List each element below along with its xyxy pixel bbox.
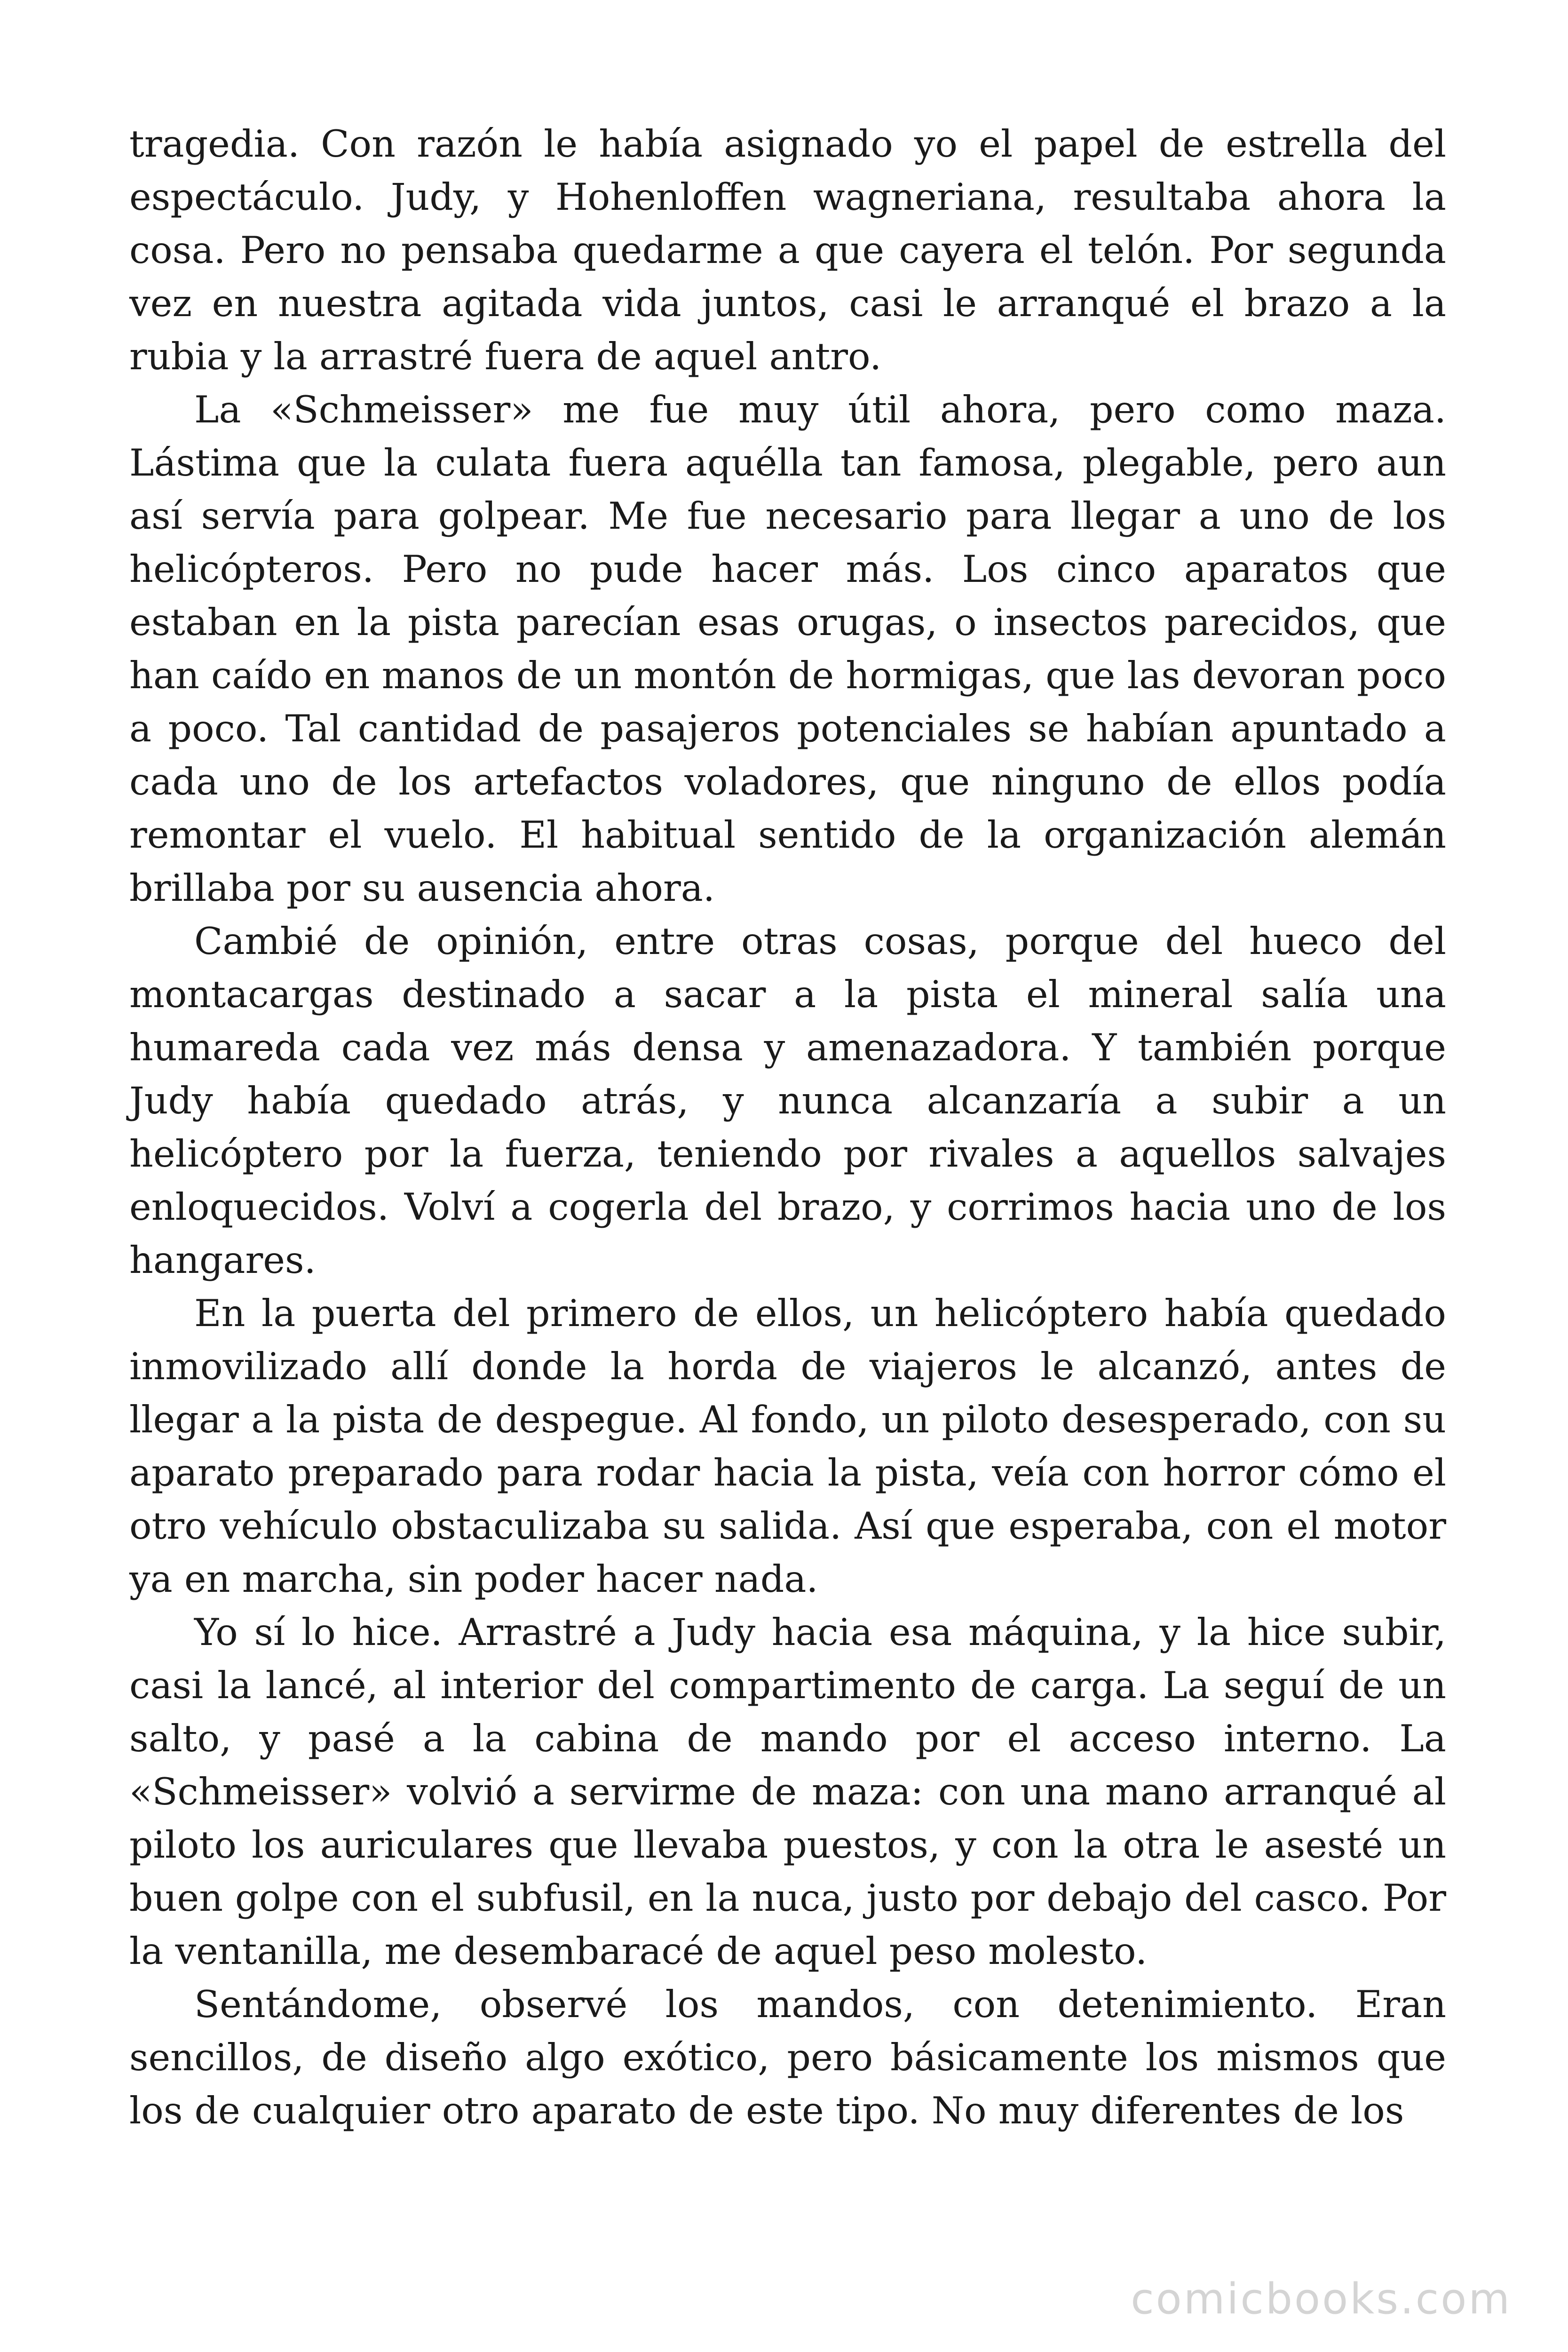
paragraph-6: Sentándome, observé los mandos, con detenimiento. Eran sencillos, de diseño algo exótico, pero básicamente los mismos que los de cualquier otro aparato de este tipo. No muy diferentes de los — [129, 1983, 1446, 2132]
paragraph-3: Cambié de opinión, entre otras cosas, porque del hueco del montacargas destinado a sacar a la pista el mineral salía una humareda cada vez más densa y amenazadora. Y también porque Judy había quedado atrás, y nunca alcanzaría a subir a un helicóptero por la fuerza, teniendo por rivales a aquellos salvajes enloquecidos. Volví a cogerla del brazo, y corrimos hacia uno de los hangares. — [129, 920, 1446, 1282]
paragraph-1: tragedia. Con razón le había asignado yo el papel de estrella del espectáculo. Judy, y Hohenloffen wagneriana, resultaba ahora la cosa. Pero no pensaba quedarme a que cayera el telón. Por segunda vez en nuestra agitada vida juntos, casi le arranqué el brazo a la rubia y la arrastré fuera de aquel antro. — [129, 122, 1446, 378]
paragraph-5: Yo sí lo hice. Arrastré a Judy hacia esa máquina, y la hice subir, casi la lancé, al interior del compartimento de carga. La seguí de un salto, y pasé a la cabina de mando por el acceso interno. La «Schmeisser» volvió a servirme de maza: con una mano arranqué al piloto los auriculares que llevaba puestos, y con la otra le asesté un buen golpe con el subfusil, en la nuca, justo por debajo del casco. Por la ventanilla, me desembaracé de aquel peso molesto. — [129, 1611, 1446, 1973]
watermark-logo: comicbooks.com — [1131, 2274, 1512, 2324]
paragraph-4: En la puerta del primero de ellos, un helicóptero había quedado inmovilizado allí donde la horda de viajeros le alcanzó, antes de llegar a la pista de despegue. Al fondo, un piloto desesperado, con su aparato preparado para rodar hacia la pista, veía con horror cómo el otro vehículo obstaculizaba su salida. Así que esperaba, con el motor ya en marcha, sin poder hacer nada. — [129, 1292, 1446, 1601]
paragraph-2: La «Schmeisser» me fue muy útil ahora, pero como maza. Lástima que la culata fuera aquélla tan famosa, plegable, pero aun así servía para golpear. Me fue necesario para llegar a uno de los helicópteros. Pero no pude hacer más. Los cinco aparatos que estaban en la pista parecían esas orugas, o insectos parecidos, que han caído en manos de un montón de hormigas, que las devoran poco a poco. Tal cantidad de pasajeros potenciales se habían apuntado a cada uno de los artefactos voladores, que ninguno de ellos podía remontar el vuelo. El habitual sentido de la organización alemán brillaba por su ausencia ahora. — [129, 388, 1446, 910]
book-page-text — [129, 118, 1446, 2137]
